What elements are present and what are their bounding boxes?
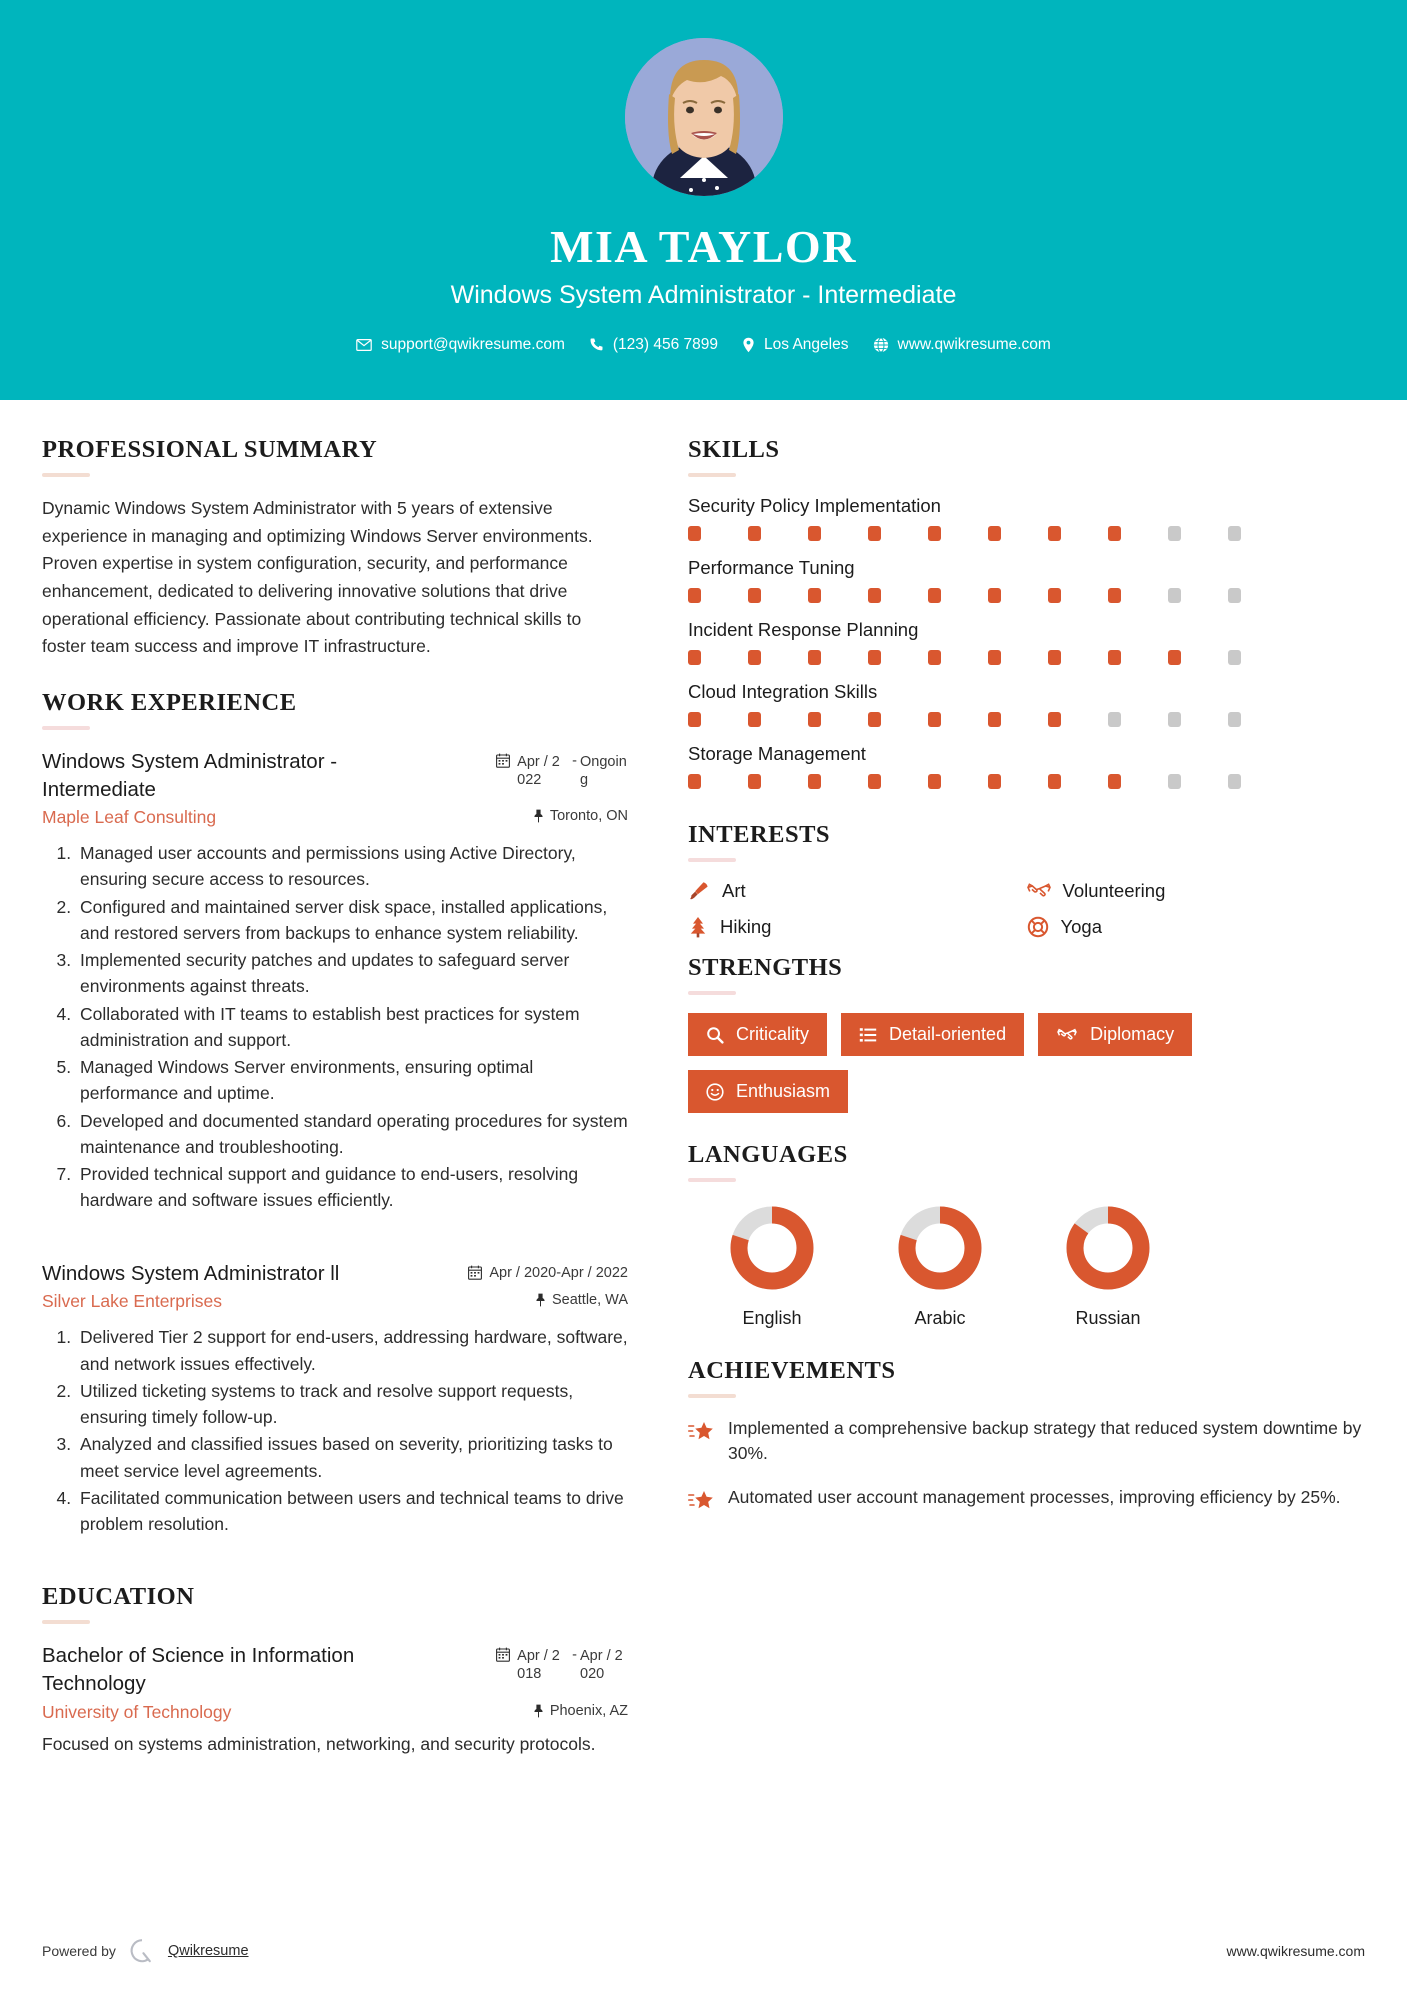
education-date-separator: - xyxy=(572,1647,577,1664)
skill-level-dot xyxy=(1048,774,1061,789)
powered-by-label: Powered by xyxy=(42,1943,116,1959)
section-professional-summary xyxy=(42,436,628,661)
spacer xyxy=(688,805,1365,821)
contact-website-label: www.qwikresume.com xyxy=(897,335,1051,353)
section-interests xyxy=(688,821,1365,938)
skills-list xyxy=(688,495,1365,789)
contact-email[interactable] xyxy=(356,336,565,354)
skill-level-dot xyxy=(688,526,701,541)
footer-url: www.qwikresume.com xyxy=(1226,1943,1365,1959)
skill-level-dot xyxy=(1108,588,1121,603)
skill-name: Storage Management xyxy=(688,743,866,764)
education-title: EDUCATION xyxy=(42,1583,195,1611)
profile-photo-icon xyxy=(625,38,783,196)
skill-level-meter xyxy=(688,774,1365,789)
skill-level-dot xyxy=(988,712,1001,727)
interests-title: INTERESTS xyxy=(688,821,831,848)
skills-title: SKILLS xyxy=(688,436,780,463)
skill-level-dot xyxy=(868,650,881,665)
education-date-start: Apr / 2018 xyxy=(517,1648,560,1683)
language-item xyxy=(856,1200,1024,1329)
work-location-label: Toronto, ON xyxy=(549,808,628,825)
contact-phone-label: (123) 456 7899 xyxy=(612,335,719,353)
spacer xyxy=(42,1220,628,1260)
strength-badge-detail-oriented[interactable] xyxy=(841,1013,1024,1056)
work-bullet: 4. Collaborated with IT teams to establish best practices for system administration and support. xyxy=(76,1001,628,1054)
skill-level-dot xyxy=(868,588,881,603)
skill-level-dot xyxy=(688,712,701,727)
work-bullet: 4. Facilitated communication between users and technical teams to drive problem resolution. xyxy=(76,1485,628,1538)
work-dates xyxy=(496,748,628,789)
work-bullet: 2. Configured and maintained server disk space, installed applications, and restored servers from backups to enhance system reliability. xyxy=(76,894,628,947)
work-bullet: 3. Analyzed and classified issues based on severity, prioritizing tasks to meet service level agreements. xyxy=(76,1431,628,1484)
skill-level-dot xyxy=(808,588,821,603)
summary-text: Dynamic Windows System Administrator with 5 years of extensive experience in managing and optimizing Windows Server environments. Proven expertise in system configuration, security, and performance enhancement, dedicated to delivering innovative solutions that drive operational efficiency. Passionate about contributing technical skills to foster team success and improve IT infrastructure. xyxy=(42,498,593,657)
skill-level-dot xyxy=(1168,588,1181,603)
avatar xyxy=(625,38,783,196)
skill-level-dot xyxy=(1048,588,1061,603)
spacer xyxy=(42,661,628,689)
section-work-experience xyxy=(42,689,628,1538)
tree-icon xyxy=(688,916,708,938)
education-entry-head xyxy=(42,1642,628,1697)
powered-by xyxy=(42,1937,249,1965)
skill-level-dot xyxy=(1228,526,1241,541)
strength-badge-enthusiasm[interactable] xyxy=(688,1070,848,1113)
education-entry-sub xyxy=(42,1702,628,1723)
section-rule xyxy=(688,991,736,995)
education-description: Focused on systems administration, networking, and security protocols. xyxy=(42,1733,596,1754)
skill-level-dot xyxy=(1228,650,1241,665)
skill-level-dot xyxy=(928,526,941,541)
section-education xyxy=(42,1583,628,1757)
work-bullet: 7. Provided technical support and guidance to end-users, resolving hardware and software issues efficiently. xyxy=(76,1161,628,1214)
skill-level-dot xyxy=(928,650,941,665)
work-bullets xyxy=(42,840,628,1214)
education-date-range-end xyxy=(572,1647,628,1683)
achievement-text: Automated user account management processes, improving efficiency by 25%. xyxy=(728,1486,1341,1507)
strengths-title: STRENGTHS xyxy=(688,954,843,981)
education-school: University of Technology xyxy=(42,1701,232,1722)
skill-level-dot xyxy=(1108,526,1121,541)
spacer xyxy=(688,1329,1365,1357)
section-rule xyxy=(688,858,736,862)
globe-icon xyxy=(873,337,889,353)
work-job-title: Windows System Administrator ll xyxy=(42,1261,340,1285)
interest-item xyxy=(1027,916,1366,938)
section-rule xyxy=(42,726,90,730)
calendar-icon xyxy=(496,753,510,768)
lifebuoy-icon xyxy=(1027,916,1049,938)
skill-name: Security Policy Implementation xyxy=(688,495,941,516)
work-bullet: 1. Managed user accounts and permissions using Active Directory, ensuring secure access to resources. xyxy=(76,840,628,893)
education-degree: Bachelor of Science in Information Technology xyxy=(42,1644,355,1696)
language-donut-chart xyxy=(1060,1200,1156,1296)
achievement-item xyxy=(688,1485,1365,1513)
calendar-icon xyxy=(496,1647,510,1662)
section-achievements xyxy=(688,1357,1365,1513)
interest-item xyxy=(688,916,1027,938)
skill-level-meter xyxy=(688,650,1365,665)
spacer xyxy=(688,938,1365,954)
achievements-title: ACHIEVEMENTS xyxy=(688,1357,896,1384)
skill-name: Incident Response Planning xyxy=(688,619,919,640)
work-company: Silver Lake Enterprises xyxy=(42,1291,222,1312)
work-date-separator: - xyxy=(572,752,577,769)
work-bullet: 1. Delivered Tier 2 support for end-users, addressing hardware, software, and network issues effectively. xyxy=(76,1324,628,1377)
skill-level-dot xyxy=(1168,650,1181,665)
strength-badge-criticality[interactable] xyxy=(688,1013,827,1056)
work-title: WORK EXPERIENCE xyxy=(42,688,297,716)
interest-item xyxy=(688,880,1027,902)
skill-level-dot xyxy=(868,712,881,727)
language-item xyxy=(688,1200,856,1329)
skill-level-dot xyxy=(1228,774,1241,789)
education-location-label: Phoenix, AZ xyxy=(549,1702,628,1719)
strength-label: Enthusiasm xyxy=(736,1081,831,1101)
skill-level-meter xyxy=(688,712,1365,727)
skill-level-dot xyxy=(1048,526,1061,541)
skill-level-dot xyxy=(748,588,761,603)
language-donut-chart xyxy=(892,1200,988,1296)
envelope-icon xyxy=(356,337,372,353)
pushpin-icon xyxy=(533,1704,544,1718)
work-entry xyxy=(42,1260,628,1538)
skill-level-dot xyxy=(988,588,1001,603)
skill-level-dot xyxy=(688,650,701,665)
work-entry-head xyxy=(42,1260,628,1288)
skill-level-dot xyxy=(748,526,761,541)
resume-header xyxy=(0,0,1407,400)
skill-level-dot xyxy=(688,774,701,789)
search-icon xyxy=(706,1026,724,1044)
skill-level-dot xyxy=(988,650,1001,665)
spacer xyxy=(42,1543,628,1583)
work-bullet: 5. Managed Windows Server environments, ensuring optimal performance and uptime. xyxy=(76,1054,628,1107)
handshake-icon xyxy=(1056,1026,1078,1044)
strength-label: Detail-oriented xyxy=(889,1024,1007,1044)
skill-level-dot xyxy=(1048,712,1061,727)
skill-level-dot xyxy=(1228,588,1241,603)
interest-label: Hiking xyxy=(720,916,772,937)
strength-label: Criticality xyxy=(736,1024,810,1044)
section-rule xyxy=(688,1178,736,1182)
skill-level-dot xyxy=(748,712,761,727)
contact-location[interactable] xyxy=(742,336,848,354)
work-entry xyxy=(42,748,628,1214)
language-label: English xyxy=(742,1308,802,1328)
skill-level-dot xyxy=(808,650,821,665)
languages-title: LANGUAGES xyxy=(688,1141,848,1168)
skill-level-dot xyxy=(1168,712,1181,727)
interest-label: Yoga xyxy=(1060,916,1103,937)
skill-level-dot xyxy=(1168,774,1181,789)
skill-name: Cloud Integration Skills xyxy=(688,681,878,702)
work-date-end: Ongoing xyxy=(580,753,627,788)
skill-level-dot xyxy=(868,526,881,541)
work-bullets xyxy=(42,1324,628,1537)
skill-level-dot xyxy=(928,774,941,789)
skill-level-dot xyxy=(688,588,701,603)
contact-location-label: Los Angeles xyxy=(764,335,849,353)
list-icon xyxy=(859,1026,877,1044)
star-icon xyxy=(688,1489,714,1513)
skill-item xyxy=(688,619,1365,665)
contact-website[interactable] xyxy=(873,336,1051,354)
skill-level-dot xyxy=(808,526,821,541)
work-entry-sub xyxy=(42,807,628,828)
section-strengths xyxy=(688,954,1365,1113)
skill-level-dot xyxy=(1168,526,1181,541)
interest-label: Art xyxy=(722,880,746,901)
paintbrush-icon xyxy=(688,880,710,902)
language-item xyxy=(1024,1200,1192,1329)
work-date-start: Apr / 2022 xyxy=(517,753,560,788)
work-date-range: Apr / 2020-Apr / 2022 xyxy=(489,1264,628,1281)
work-location xyxy=(533,808,628,824)
skill-level-meter xyxy=(688,526,1365,541)
section-rule xyxy=(688,473,736,477)
spacer xyxy=(688,1113,1365,1141)
education-dates xyxy=(496,1642,628,1683)
qwikresume-link[interactable]: Qwikresume xyxy=(167,1943,249,1959)
skill-item xyxy=(688,681,1365,727)
work-job-title: Windows System Administrator - Intermediate xyxy=(42,749,338,801)
section-skills xyxy=(688,436,1365,789)
language-label: Russian xyxy=(1075,1308,1141,1328)
work-company: Maple Leaf Consulting xyxy=(42,807,217,828)
skill-level-dot xyxy=(928,712,941,727)
skill-level-dot xyxy=(1228,712,1241,727)
pushpin-icon xyxy=(535,1293,546,1307)
contact-email-label: support@qwikresume.com xyxy=(381,335,565,353)
calendar-icon xyxy=(468,1265,482,1280)
qwikresume-logo-icon xyxy=(128,1937,156,1965)
strength-label: Diplomacy xyxy=(1090,1024,1175,1044)
work-bullet: 2. Utilized ticketing systems to track and resolve support requests, ensuring timely follow-up. xyxy=(76,1378,628,1431)
section-rule xyxy=(42,1620,90,1624)
interest-item xyxy=(1027,880,1366,902)
achievement-item xyxy=(688,1416,1365,1467)
skill-level-dot xyxy=(928,588,941,603)
skill-level-meter xyxy=(688,588,1365,603)
right-column xyxy=(650,400,1365,1763)
skill-level-dot xyxy=(1048,650,1061,665)
languages-row xyxy=(688,1200,1365,1329)
work-entry-sub xyxy=(42,1291,628,1312)
pushpin-icon xyxy=(533,809,544,823)
skill-item xyxy=(688,557,1365,603)
work-location-label: Seattle, WA xyxy=(551,1292,628,1309)
work-bullet: 6. Developed and documented standard operating procedures for system maintenance and troubleshooting. xyxy=(76,1108,628,1161)
interests-grid xyxy=(688,880,1365,938)
work-date-range-end xyxy=(572,753,628,789)
section-languages xyxy=(688,1141,1365,1329)
work-location xyxy=(535,1292,628,1308)
skill-level-dot xyxy=(808,712,821,727)
work-dates xyxy=(468,1260,628,1281)
left-column xyxy=(42,400,650,1763)
work-bullet: 3. Implemented security patches and updates to safeguard server environments against threats. xyxy=(76,947,628,1000)
work-entry-head xyxy=(42,748,628,803)
phone-icon xyxy=(589,337,604,352)
resume-footer xyxy=(0,1912,1407,1990)
skill-level-dot xyxy=(1108,650,1121,665)
language-label: Arabic xyxy=(914,1308,966,1328)
education-location xyxy=(533,1703,628,1719)
section-rule xyxy=(42,473,90,477)
skill-level-dot xyxy=(868,774,881,789)
contact-row xyxy=(356,336,1051,354)
skill-level-dot xyxy=(748,774,761,789)
summary-title: PROFESSIONAL SUMMARY xyxy=(42,436,378,463)
strengths-list xyxy=(688,1013,1365,1113)
smiley-icon xyxy=(706,1083,724,1101)
skill-item xyxy=(688,743,1365,789)
interest-label: Volunteering xyxy=(1062,880,1166,901)
skill-name: Performance Tuning xyxy=(688,557,855,578)
contact-phone[interactable] xyxy=(589,336,718,354)
section-rule xyxy=(688,1394,736,1398)
skill-level-dot xyxy=(988,526,1001,541)
skill-level-dot xyxy=(1108,712,1121,727)
language-donut-chart xyxy=(724,1200,820,1296)
education-date-end: Apr / 2020 xyxy=(580,1648,623,1683)
skill-level-dot xyxy=(988,774,1001,789)
resume-body xyxy=(0,400,1407,1763)
map-pin-icon xyxy=(742,337,755,353)
candidate-job-title: Windows System Administrator - Intermediate xyxy=(450,280,957,309)
star-icon xyxy=(688,1420,714,1444)
skill-level-dot xyxy=(748,650,761,665)
skill-item xyxy=(688,495,1365,541)
skill-level-dot xyxy=(1108,774,1121,789)
strength-badge-diplomacy[interactable] xyxy=(1038,1013,1192,1056)
achievement-text: Implemented a comprehensive backup strategy that reduced system downtime by 30%. xyxy=(728,1418,1362,1464)
education-entry xyxy=(42,1642,628,1757)
skill-level-dot xyxy=(808,774,821,789)
handshake-icon xyxy=(1027,880,1051,902)
candidate-name: MIA TAYLOR xyxy=(550,221,857,272)
